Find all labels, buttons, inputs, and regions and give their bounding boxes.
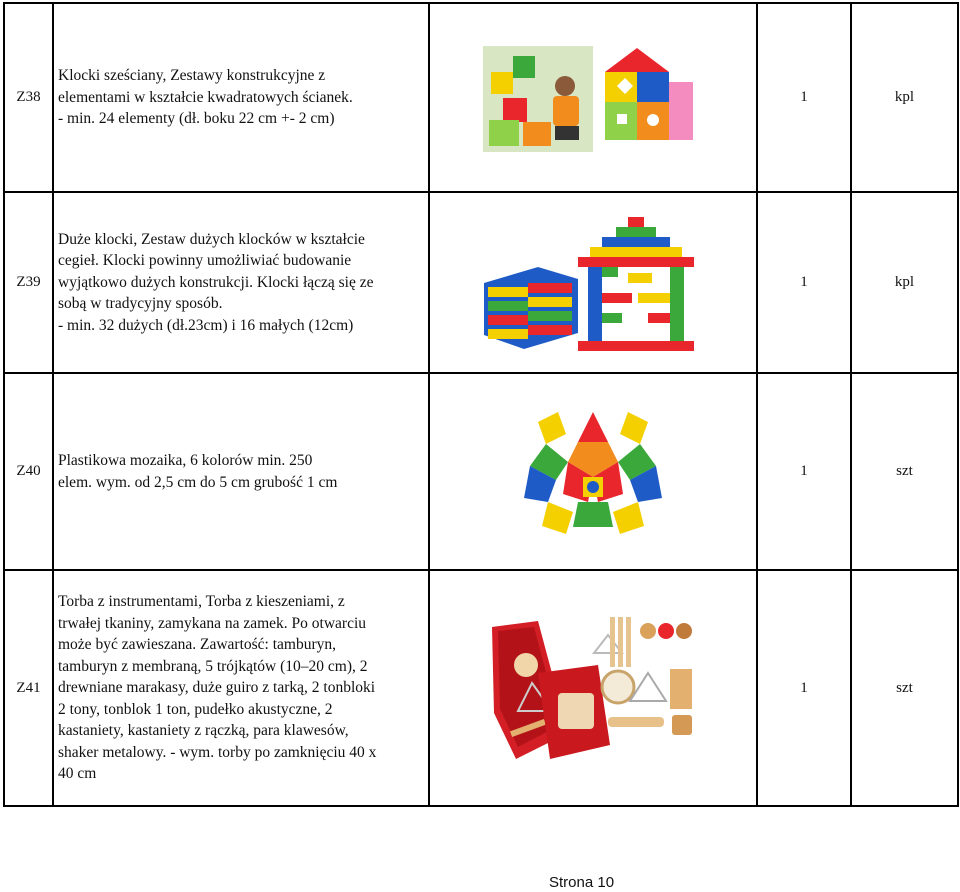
item-unit: szt	[851, 373, 958, 570]
table-row	[4, 192, 958, 373]
item-code: Z38	[4, 3, 53, 192]
item-description: Klocki sześciany, Zestawy konstrukcyjne z elementami w kształcie kwadratowych ścianek. - min. 24 elementy (dł. boku 22 cm +- 2 cm)	[53, 3, 429, 192]
item-quantity: 1	[757, 3, 851, 192]
item-code: Z40	[4, 373, 53, 570]
item-quantity: 1	[757, 570, 851, 806]
table-row	[4, 373, 958, 570]
item-description: Duże klocki, Zestaw dużych klocków w kształcie cegieł. Klocki powinny umożliwiać budowanie wyjątkowo dużych konstrukcji. Klocki łączą się ze sobą w tradycyjny sposób. - min. 32 dużych (dł.23cm) i 16 małych (12cm)	[53, 192, 429, 373]
table-row	[4, 570, 958, 806]
item-description: Plastikowa mozaika, 6 kolorów min. 250 elem. wym. od 2,5 cm do 5 cm grubość 1 cm	[53, 373, 429, 570]
page-number: Strona 10	[549, 874, 615, 891]
item-quantity: 1	[757, 373, 851, 570]
product-image-instruments	[429, 570, 757, 806]
item-code: Z39	[4, 192, 53, 373]
item-unit: szt	[851, 570, 958, 806]
table-row	[4, 3, 958, 192]
item-quantity: 1	[757, 192, 851, 373]
product-image-mosaic	[429, 373, 757, 570]
product-spec-table	[3, 2, 959, 807]
product-image-bricks	[429, 192, 757, 373]
item-unit: kpl	[851, 3, 958, 192]
item-unit: kpl	[851, 192, 958, 373]
product-image-cubes	[429, 3, 757, 192]
item-code: Z41	[4, 570, 53, 806]
item-description: Torba z instrumentami, Torba z kieszeniami, z trwałej tkaniny, zamykana na zamek. Po otwarciu może być zawieszana. Zawartość: tamburyn, tamburyn z membraną, 5 trójkątów (10–20 cm), 2 drewniane marakasy, duże guiro z tarką, 2 tonbloki 2 tony, tonblok 1 ton, pudełko akustyczne, 2 kastaniety, kastaniety z rączką, para klawesów, shaker metalowy. - wym. torby po zamknięciu 40 x 40 cm	[53, 570, 429, 806]
